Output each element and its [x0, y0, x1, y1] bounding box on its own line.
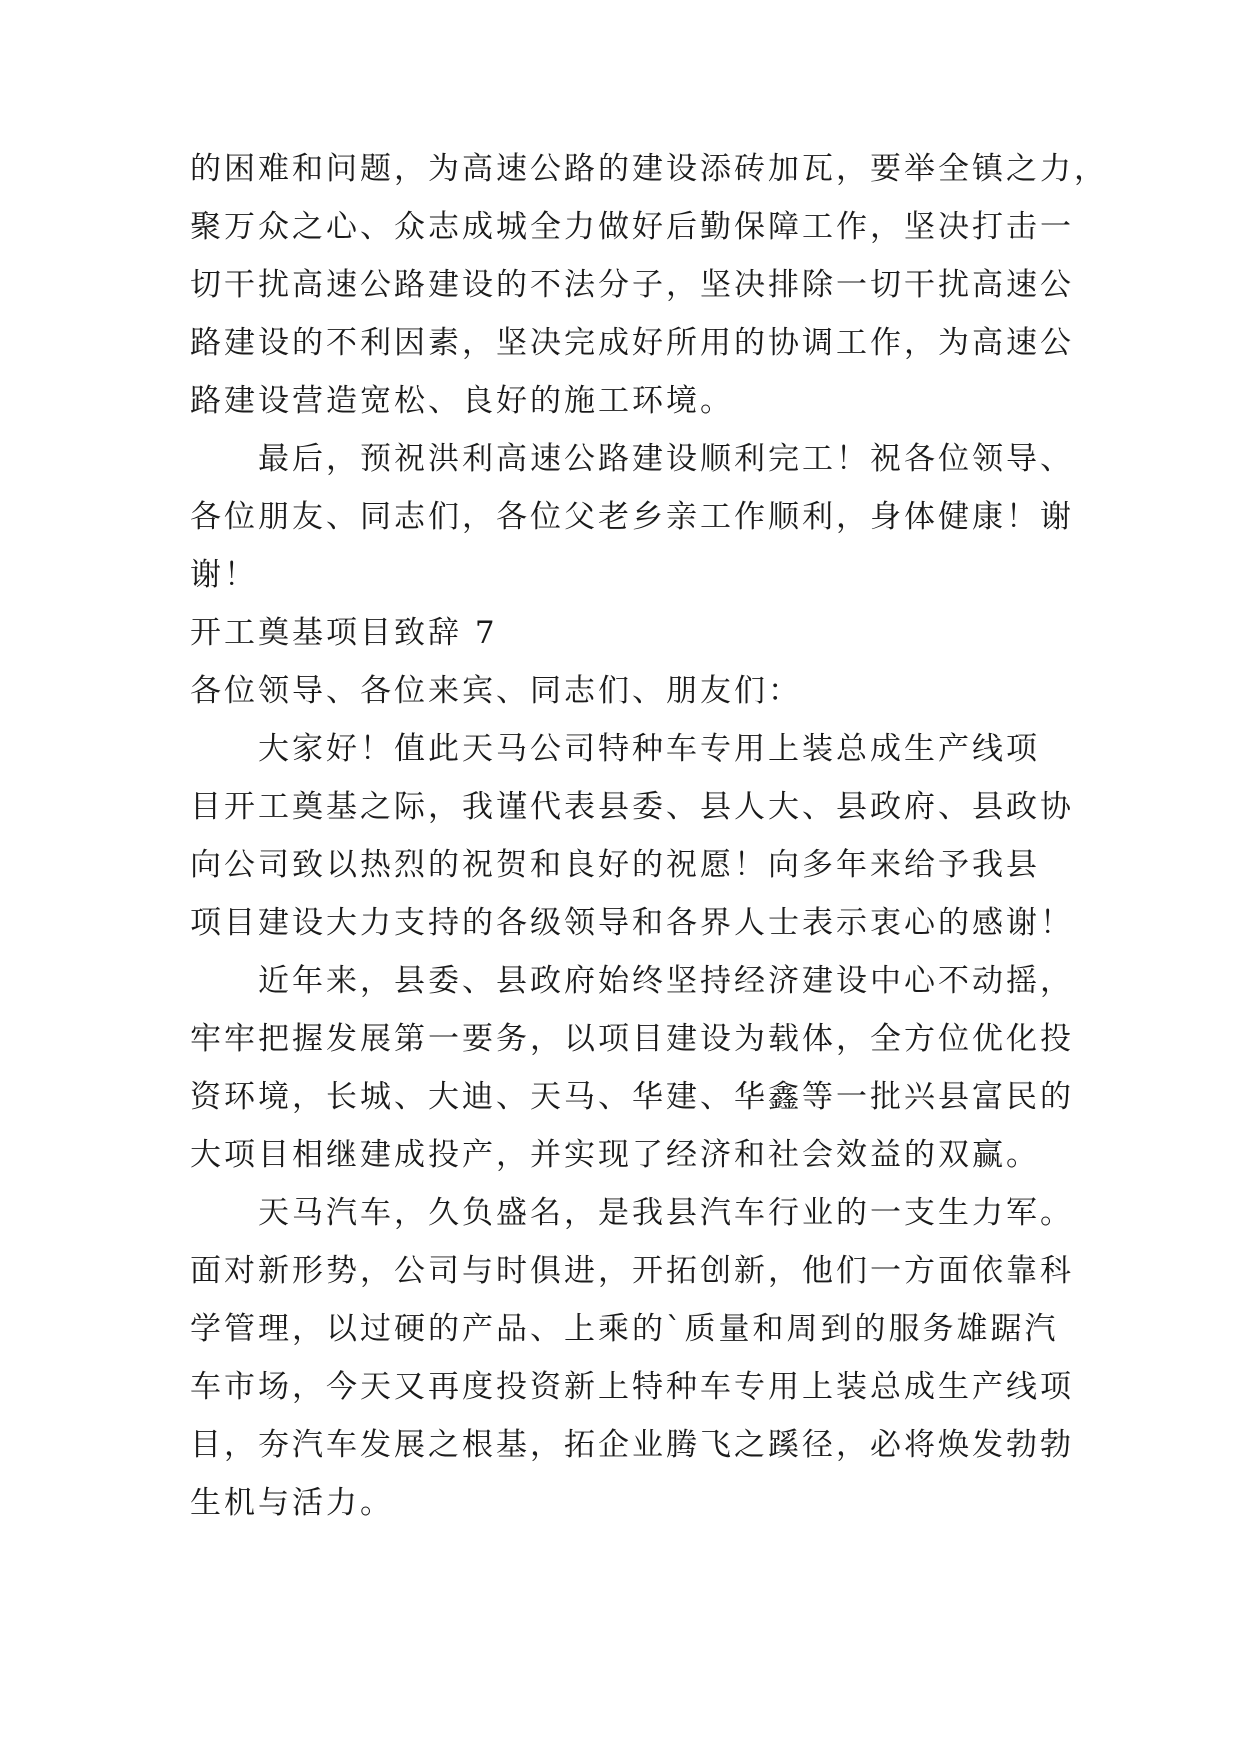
text-line: 路建设营造宽松、良好的施工环境。: [190, 383, 734, 419]
text-line: 牢牢把握发展第一要务，以项目建设为载体，全方位优化投: [190, 1021, 1074, 1057]
text-line: 生机与活力。: [190, 1485, 394, 1521]
text-line: 谢！: [190, 557, 258, 593]
text-line: 近年来，县委、县政府始终坚持经济建设中心不动摇，: [258, 963, 1074, 999]
text-line: 路建设的不利因素，坚决完成好所用的协调工作，为高速公: [190, 325, 1074, 361]
text-line: 大项目相继建成投产，并实现了经济和社会效益的双赢。: [190, 1137, 1040, 1173]
text-line: 最后，预祝洪利高速公路建设顺利完工！祝各位领导、: [258, 441, 1074, 477]
section-heading: 开工奠基项目致辞 7: [190, 615, 498, 651]
text-line: 向公司致以热烈的祝贺和良好的祝愿！向多年来给予我县: [190, 847, 1040, 883]
text-line: 资环境，长城、大迪、天马、华建、华鑫等一批兴县富民的: [190, 1079, 1074, 1115]
text-line: 目，夯汽车发展之根基，拓企业腾飞之蹊径，必将焕发勃勃: [190, 1427, 1074, 1463]
document-page: [190, 140, 1108, 1532]
salutation: 各位领导、各位来宾、同志们、朋友们：: [190, 673, 802, 709]
text-line: 聚万众之心、众志成城全力做好后勤保障工作，坚决打击一: [190, 209, 1074, 245]
text-line: 学管理，以过硬的产品、上乘的`质量和周到的服务雄踞汽: [190, 1311, 1059, 1347]
text-line: 天马汽车，久负盛名，是我县汽车行业的一支生力军。: [258, 1195, 1074, 1231]
text-line: 面对新形势，公司与时俱进，开拓创新，他们一方面依靠科: [190, 1253, 1074, 1289]
text-line: 车市场，今天又再度投资新上特种车专用上装总成生产线项: [190, 1369, 1074, 1405]
text-line: 目开工奠基之际，我谨代表县委、县人大、县政府、县政协: [190, 789, 1074, 825]
text-line: 切干扰高速公路建设的不法分子，坚决排除一切干扰高速公: [190, 267, 1074, 303]
text-line: 各位朋友、同志们，各位父老乡亲工作顺利，身体健康！谢: [190, 499, 1074, 535]
text-line: 的困难和问题，为高速公路的建设添砖加瓦，要举全镇之力，: [190, 151, 1108, 187]
text-line: 大家好！值此天马公司特种车专用上装总成生产线项: [258, 731, 1040, 767]
text-line: 项目建设大力支持的各级领导和各界人士表示衷心的感谢！: [190, 905, 1074, 941]
